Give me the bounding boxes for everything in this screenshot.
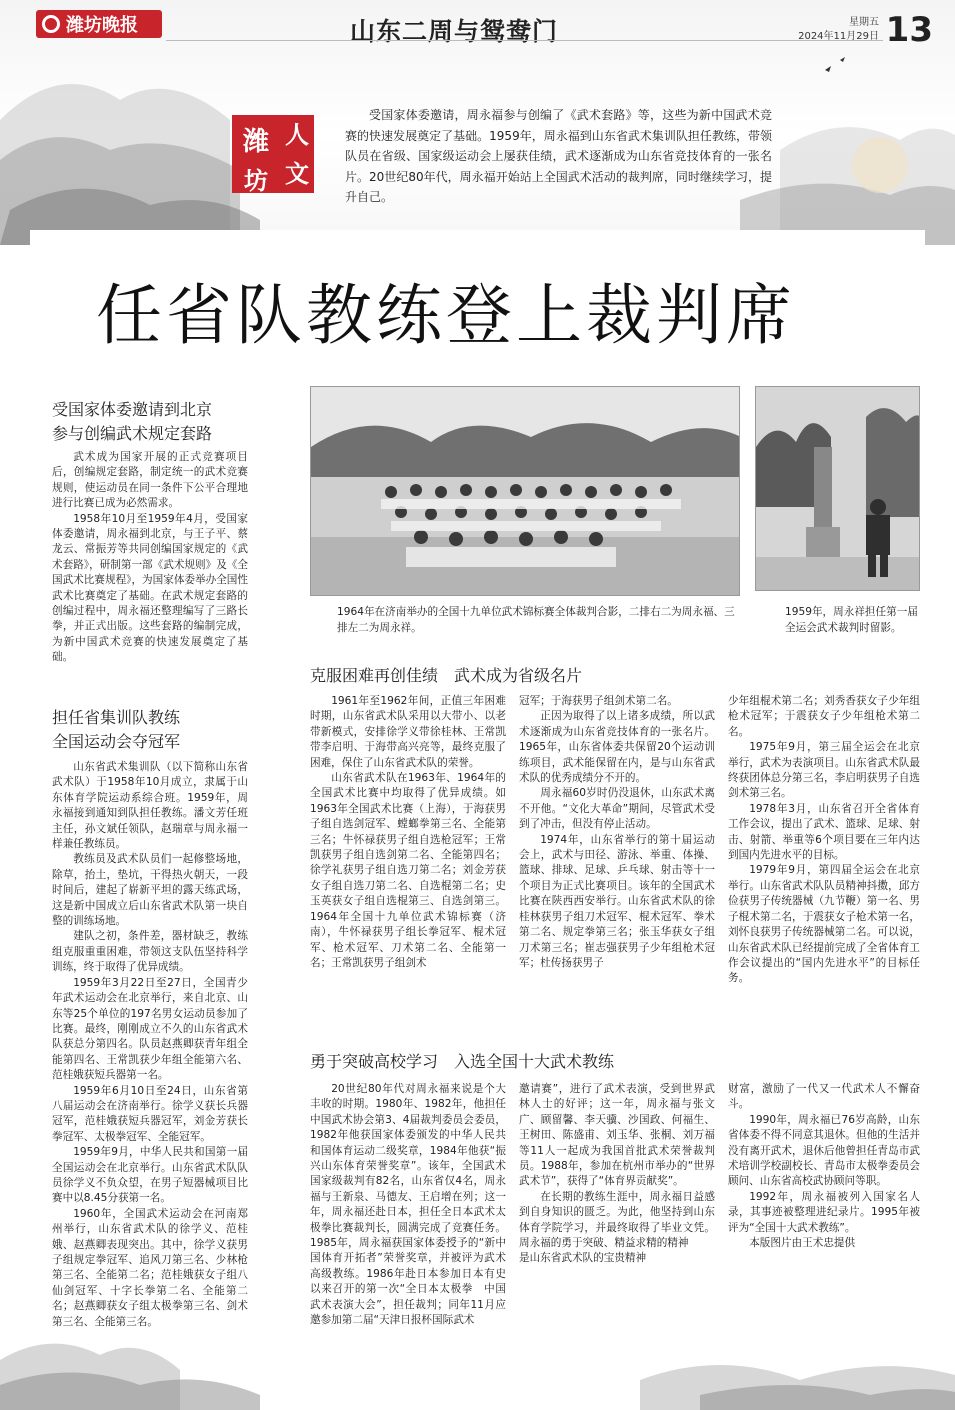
section4-col-c [728,1082,920,1251]
newspaper-logo [36,10,162,38]
seal-char-1: 潍 [232,115,280,163]
paragraph: 少年组棍术第二名；刘秀香获女子少年组枪术冠军；于震获女子少年组枪术第二名。 [728,695,920,738]
paragraph: 财富，激励了一代又一代武术人不懈奋斗。 [728,1083,920,1111]
weekday: 星期五 [849,17,879,28]
section3-col-c [728,694,920,987]
section4-col-b [519,1082,715,1267]
section-title: 山东二周与鸳鸯门 [350,17,559,46]
group-photo-image [311,387,740,596]
paragraph: 20世纪80年代对周永福来说是个大丰收的时期。1980年、1982年，他担任中国武术协会第3、4届裁判委员会委员，1982年他获国家体委颁发的中华人民共和国体育运动二级奖章，1984年他获“振兴山东体育荣誉奖章”。该年，全国武术国家级裁判有82名，山东省仅4名，周永福与王新泉、马德友、王启增在列；这一年，周永福还赴日本，担任全日本武术太极拳比赛裁判长，圆满完成了竞赛任务。1985年，周永福获国家体委授予的“新中国体育开拓者”荣誉奖章，并被评为武术高级教练。1986年赴日本参加日本有史以来召开的第一次“全日本太极拳 中国武术表演大会”，担任裁判；同年11月应邀参加第二届“天津日报杯国际武术 [310,1083,506,1327]
section4-col-a [310,1082,506,1329]
paragraph: 1960年，全国武术运动会在河南郑州举行，山东省武术队的徐学义、范桂娥、赵燕卿表现突出。其中，徐学义获男子组规定拳冠军、追风刀第三名、少林枪第三名、全能第二名；范桂娥获女子组八仙剑冠军、十字长拳第二名、全能第二名；赵燕卿获女子组太极拳第三名、剑术第三名、全能第三名。 [52,1207,248,1328]
seal-char-4: 坊 [232,163,280,193]
page-number: 13 [885,10,933,50]
portrait-photo [755,386,920,591]
portrait-photo-image [756,387,920,591]
paragraph: 1958年10月至1959年4月，受国家体委邀请，周永福到北京，与王子平、蔡龙云、常振芳等共同创编国家规定的《武术套路》，研制第一部《武术规则》及《全国武术比赛规程》，为国家体委举办全国性武术比赛奠定了基础。在武术规定套路的创编过程中，周永福还整理编写了三路长拳，并正式出版。这些套路的编制完成，为新中国武术竞赛的快速发展奠定了基础。 [52,512,248,664]
section1-subtitle-line2: 参与创编武术规定套路 [52,424,213,443]
section3-col-a [310,694,506,971]
issue-date: 2024年11月29日 [798,31,879,42]
paragraph: 周永福60岁时仍没退休，山东武术离不开他。“文化大革命”期间，尽管武术受到了冲击，但没有停止活动。 [519,787,715,831]
seal-char-3: 文 [280,149,314,193]
paragraph: 教练员及武术队员们一起修整场地，除草，抬土，垫坑，干得热火朝天，一段时间后，建起了崭新平坦的露天练武场，这是新中国成立后山东省武术队第一块自整的训练场地。 [52,853,248,928]
section2-subtitle-line1: 担任省集训队教练 [52,708,181,727]
section1-subtitle [52,398,212,446]
section2-body [52,760,248,1330]
paragraph: 邀请赛”，进行了武术表演，受到世界武林人士的好评；这一年，周永福与张文广、顾留馨、李天骥、沙国政、何福生、王树田、陈盛甫、刘玉华、张桐、刘万福等11人一起成为我国首批武术荣誉裁判员。1988年，参加在杭州市举办的“世界武术节”，获得了“体育界贡献奖”。 [519,1083,715,1188]
column-seal [232,115,332,195]
logo-text: 潍坊晚报 [66,15,138,36]
paragraph: 1961年至1962年间，正值三年困难时期，山东省武术队采用以大带小、以老带新模式，安排徐学义带徐桂林、王常凯带李启明、于海带高兴亮等，最终克服了困难，保住了山东省武术队的荣誉。 [310,695,506,769]
paragraph: 建队之初，条件差，器材缺乏，教练组克服重重困难，带领这支队伍坚持科学训练，终于取得了优异成绩。 [52,930,248,974]
paragraph: 山东省武术队在1963年、1964年的全国武术比赛中均取得了优异成绩。如1963年全国武术比赛（上海），于海获男子组自选剑冠军、螳螂拳第三名、全能第三名；牛怀禄获男子组自选枪冠军；王常凯获男子组自选剑第二名、全能第四名；徐学礼获男子组自选刀第二名；刘金芳获女子组自选刀第二名、自选棍第二名；史玉英获女子组自选棍第三、自选剑第三。1964年全国十九单位武术锦标赛（济南），牛怀禄获男子组长拳冠军、棍术冠军、枪术冠军、刀术第二名、全能第一名；王常凯获男子组剑术 [310,772,506,969]
section4-subtitle: 勇于突破高校学习 入选全国十大武术教练 [310,1052,615,1071]
main-headline: 任省队教练登上裁判席 [96,277,796,354]
paragraph: 1992年，周永福被列入国家名人录，其事迹被整理进纪录片。1995年被评为“全国十大武术教练”。 [728,1190,920,1234]
paragraph: 正因为取得了以上诸多成绩，所以武术逐渐成为山东省竞技体育的一张名片。1965年，山东省体委共保留20个运动训练项目，武术能保留在内，是与山东省武术队的优秀成绩分不开的。 [519,710,715,785]
seal-char-2: 人 [280,115,314,149]
paragraph: 1979年9月，第四届全运会在北京举行。山东省武术队队员精神抖擞，邱方俭获男子传统器械（九节鞭）第一名、男子棍术第二名，于震获女子枪术第一名，刘怀良获男子传统器械第二名。可以说，山东省武术队已经提前完成了全省体育工作会议提出的“国内先进水平”的目标任务。 [728,864,920,985]
lead-paragraph: 受国家体委邀请，周永福参与创编了《武术套路》等，这些为新中国武术竞赛的快速发展奠定了基础。1959年，周永福到山东省武术集训队担任教练，带领队员在省级、国家级运动会上屡获佳绩，武术逐渐成为山东省竞技体育的一张名片。20世纪80年代，周永福开始站上全国武术活动的裁判席，同时继续学习，提升自己。 [345,108,772,204]
portrait-photo-caption: 1959年，周永祥担任第一届全运会武术裁判时留影。 [785,606,918,634]
paragraph: 1974年，山东省举行的第十届运动会上，武术与田径、游泳、举重、体操、篮球、排球、足球、乒乓球、射击等十一个项目为正式比赛项目。该年的全国武术比赛在陕西西安举行。山东省武术队的徐桂林获男子组刀术冠军、棍术冠军、拳术第二名、规定拳第三名；张玉华获女子组刀术第三名；崔志强获男子少年组枪术冠军；杜传扬获男子 [519,833,715,969]
section1-body [52,450,248,666]
paragraph: 1990年，周永福已76岁高龄，山东省体委不得不同意其退休。但他的生活并没有离开武术，退休后他曾担任青岛市武术培训学校副校长、青岛市太极拳委员会顾问、山东省高校武协顾问等职。 [728,1113,920,1188]
paragraph: 是山东省武术队的宝贵精神 [519,1252,647,1265]
paragraph: 山东省武术集训队（以下简称山东省武术队）于1958年10月成立，隶属于山东体育学院运动系综合班。1959年，周永福接到通知到队担任教练。潘文芳任班主任，孙文斌任领队，赵瑞章与周永福一样兼任教练员。 [52,761,248,851]
paragraph: 在长期的教练生涯中，周永福日益感到自身知识的匮乏。为此，他坚持到山东体育学院学习，并最终取得了毕业文凭。周永福的勇于突破、精益求精的精神 [519,1190,715,1250]
section3-col-b [519,694,715,971]
section1-subtitle-line1: 受国家体委邀请到北京 [52,400,213,419]
group-photo-caption: 1964年在济南举办的全国十九单位武术锦标赛全体裁判合影，二排右二为周永福、三排左二为周永祥。 [337,606,735,634]
section2-subtitle [52,706,180,754]
paragraph: 1959年3月22日至27日，全国青少年武术运动会在北京举行，来自北京、山东等25个单位的197名男女运动员参加了比赛。最终，刚刚成立不久的山东省武术队获总分第四名。队员赵燕卿获青年组全能第四名、王常凯获少年组全能第六名、范桂娥获短兵器第一名。 [52,976,248,1082]
paragraph: 冠军；于海获男子组剑术第二名。 [519,695,678,707]
section3-subtitle: 克服困难再创佳绩 武术成为省级名片 [310,666,583,685]
logo-mark-icon [42,15,60,33]
paragraph: 1959年6月10日至24日，山东省第八届运动会在济南举行。徐学义获长兵器冠军，范桂娥获短兵器冠军，刘金芳获长拳冠军、太极拳冠军、全能冠军。 [52,1084,248,1143]
header-divider [166,40,883,41]
paragraph: 1975年9月，第三届全运会在北京举行，武术为表演项目。山东省武术队最终获团体总分第三名，李启明获男子自选剑术第三名。 [728,741,920,800]
section2-subtitle-line2: 全国运动会夺冠军 [52,732,181,751]
paragraph: 1978年3月，山东省召开全省体育工作会议，提出了武术、篮球、足球、射击、射箭、举重等6个项目要在三年内达到国内先进水平的目标。 [728,802,920,862]
ink-landscape-footer-illustration [0,1300,955,1410]
paragraph: 1959年9月，中华人民共和国第一届全国运动会在北京举行。山东省武术队队员徐学义不负众望，在男子短器械项目比赛中以8.45分获第一名。 [52,1146,248,1205]
group-photo [310,386,740,596]
photo-credit: 本版图片由王术忠提供 [749,1237,856,1250]
paragraph: 武术成为国家开展的正式竞赛项目后，创编规定套路，制定统一的武术竞赛规则，使运动员在同一条件下公平合理地进行比赛已成为必然需求。 [52,451,248,510]
